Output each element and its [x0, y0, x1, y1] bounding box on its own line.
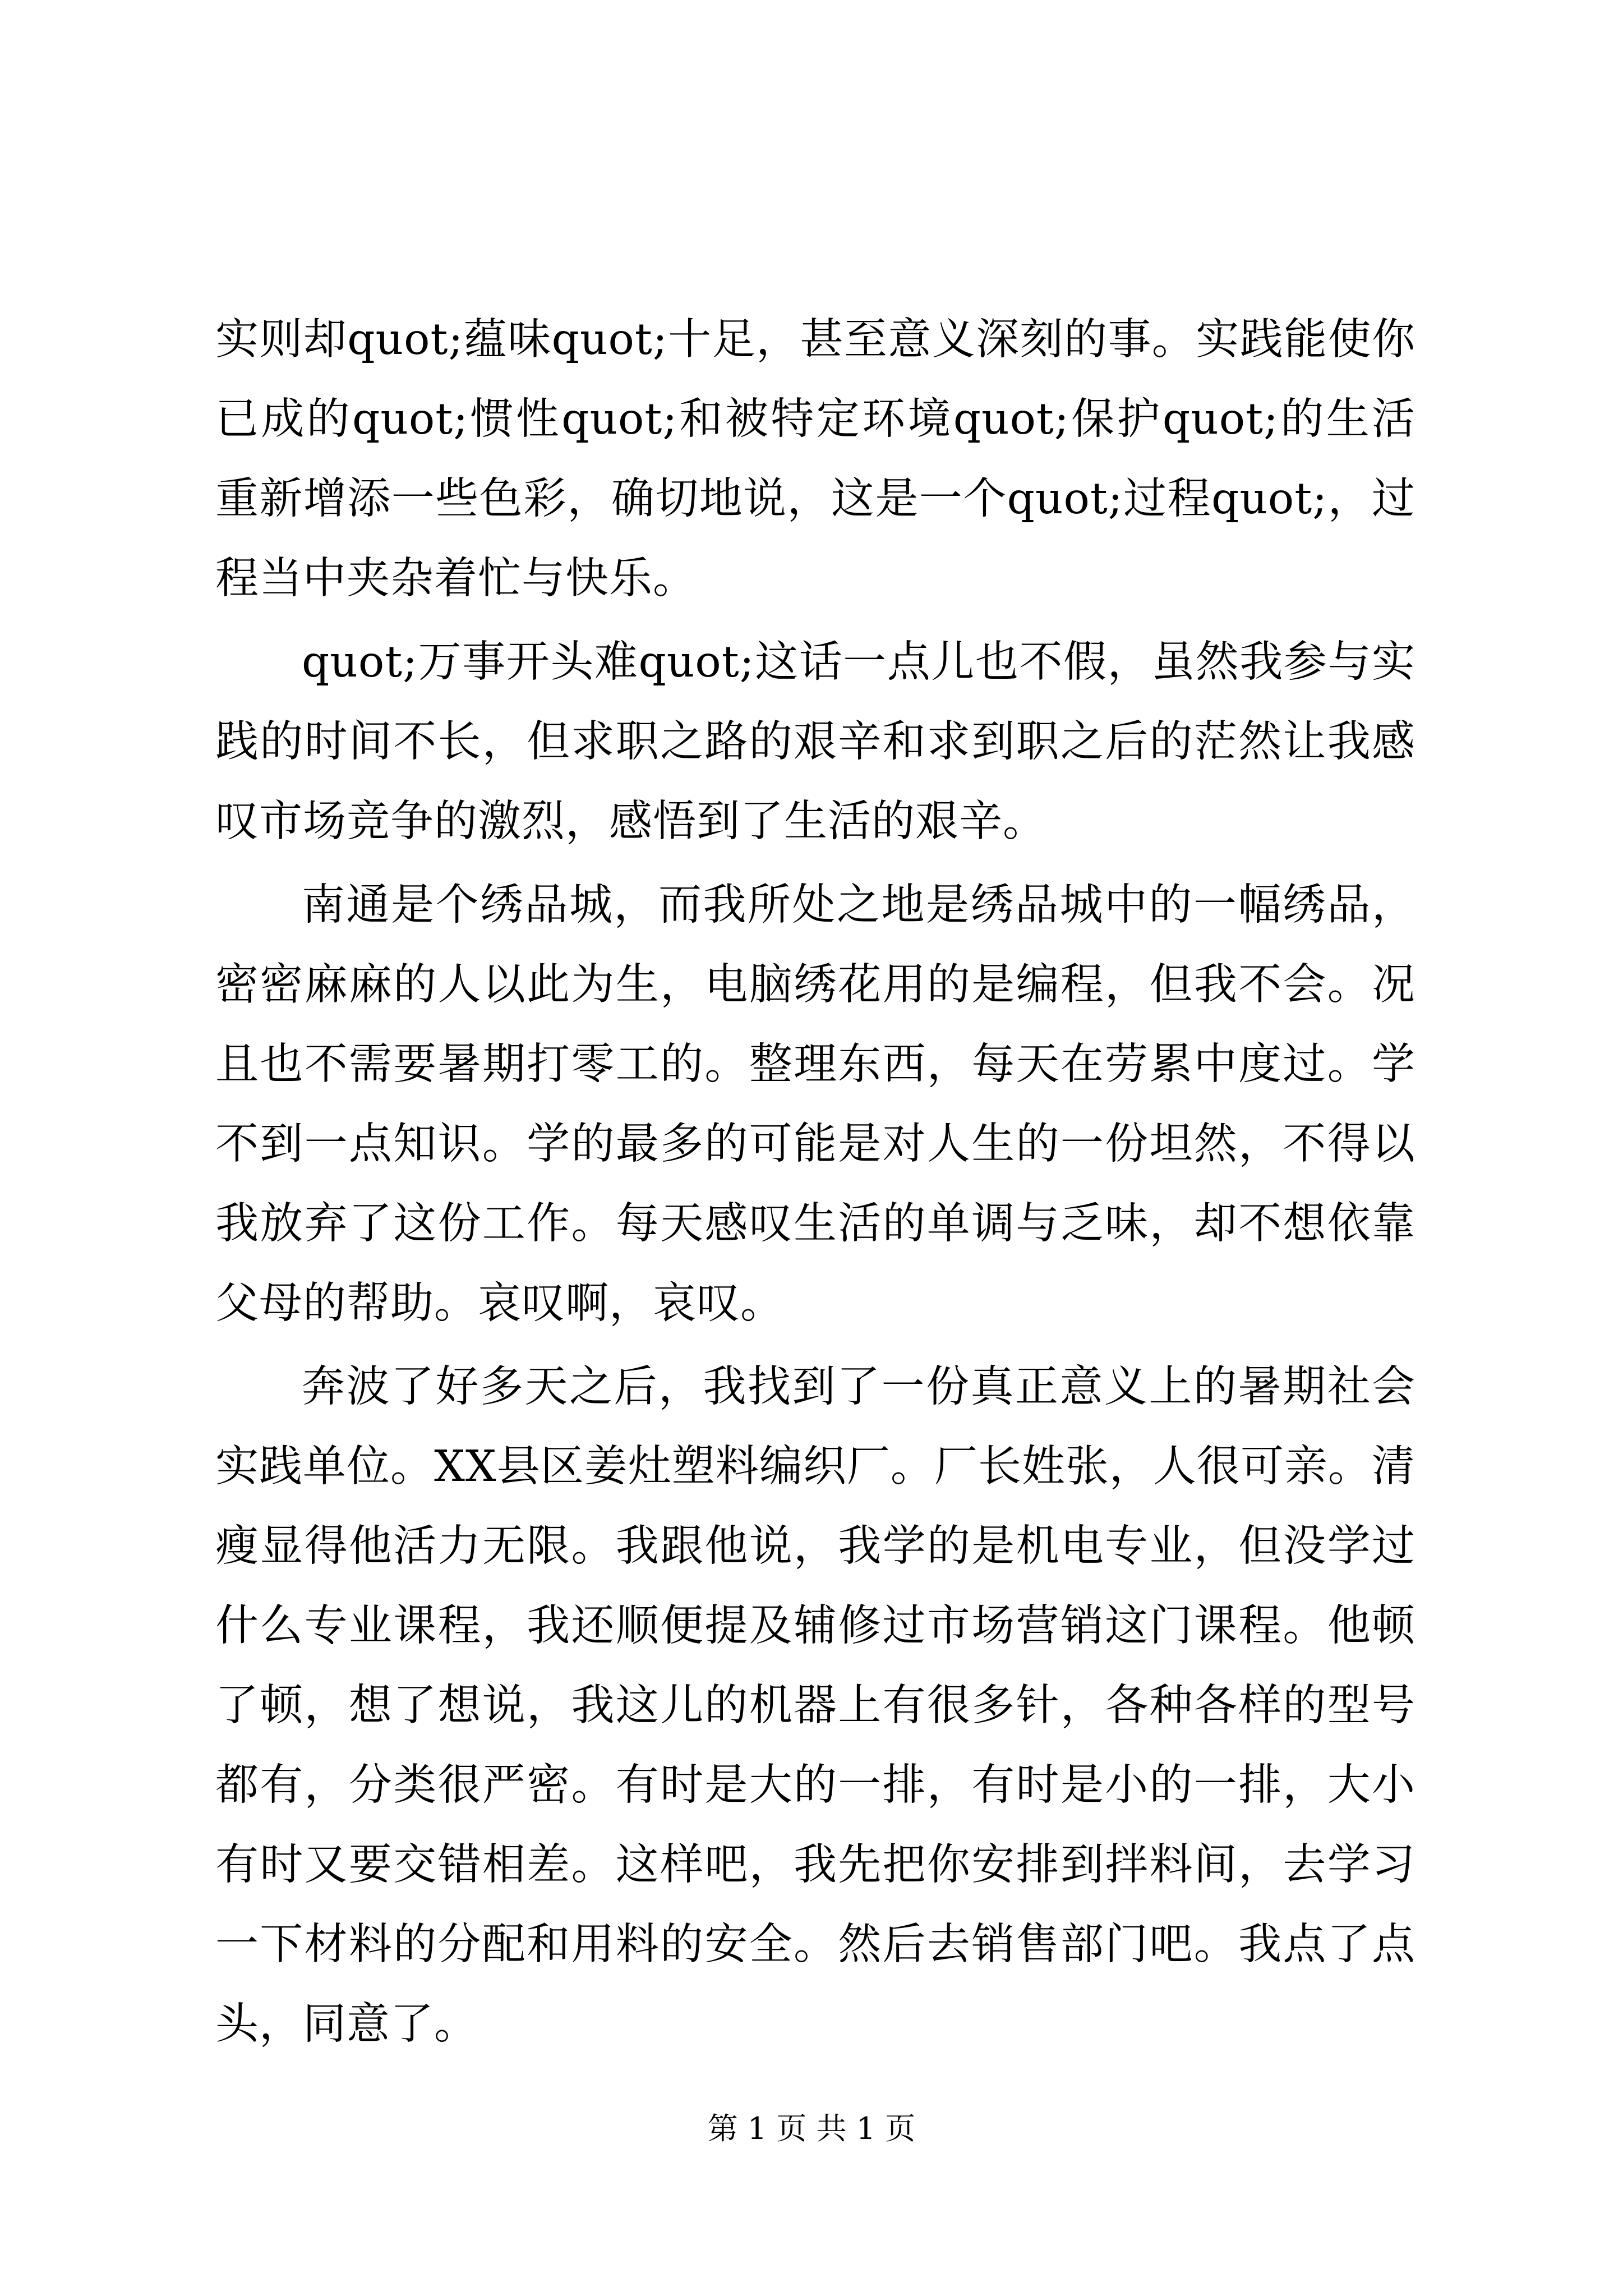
paragraph: quot;万事开头难quot;这话一点儿也不假，虽然我参与实践的时间不长，但求职之路的艰辛和求到职之后的茫然让我感叹市场竞争的激烈，感悟到了生活的艰辛。: [215, 637, 1415, 846]
page-footer: 第 1 页 共 1 页: [707, 2111, 916, 2146]
paragraph: 南通是个绣品城，而我所处之地是绣品城中的一幅绣品，密密麻麻的人以此为生，电脑绣花用的是编程，但我不会。况且也不需要暑期打零工的。整理东西，每天在劳累中度过。学不到一点知识。学的最多的可能是对人生的一份坦然，不得以我放弃了这份工作。每天感叹生活的单调与乏味，却不想依靠父母的帮助。哀叹啊，哀叹。: [215, 880, 1415, 1328]
paragraph: 奔波了好多天之后，我找到了一份真正意义上的暑期社会实践单位。XX县区姜灶塑料编织厂。厂长姓张，人很可亲。清瘦显得他活力无限。我跟他说，我学的是机电专业，但没学过什么专业课程，我还顺便提及辅修过市场营销这门课程。他顿了顿，想了想说，我这儿的机器上有很多针，各种各样的型号都有，分类很严密。有时是大的一排，有时是小的一排，大小有时又要交错相差。这样吧，我先把你安排到拌料间，去学习一下材料的分配和用料的安全。然后去销售部门吧。我点了点头，同意了。: [215, 1362, 1415, 2049]
paragraph-continuation: 实则却quot;蕴味quot;十足，甚至意义深刻的事。实践能使你已成的quot;惯性quot;和被特定环境quot;保护quot;的生活重新增添一些色彩，确切地说，这是一个quot;过程quot;，过程当中夹杂着忙与快乐。: [215, 315, 1415, 604]
document-body: [215, 300, 1415, 2068]
